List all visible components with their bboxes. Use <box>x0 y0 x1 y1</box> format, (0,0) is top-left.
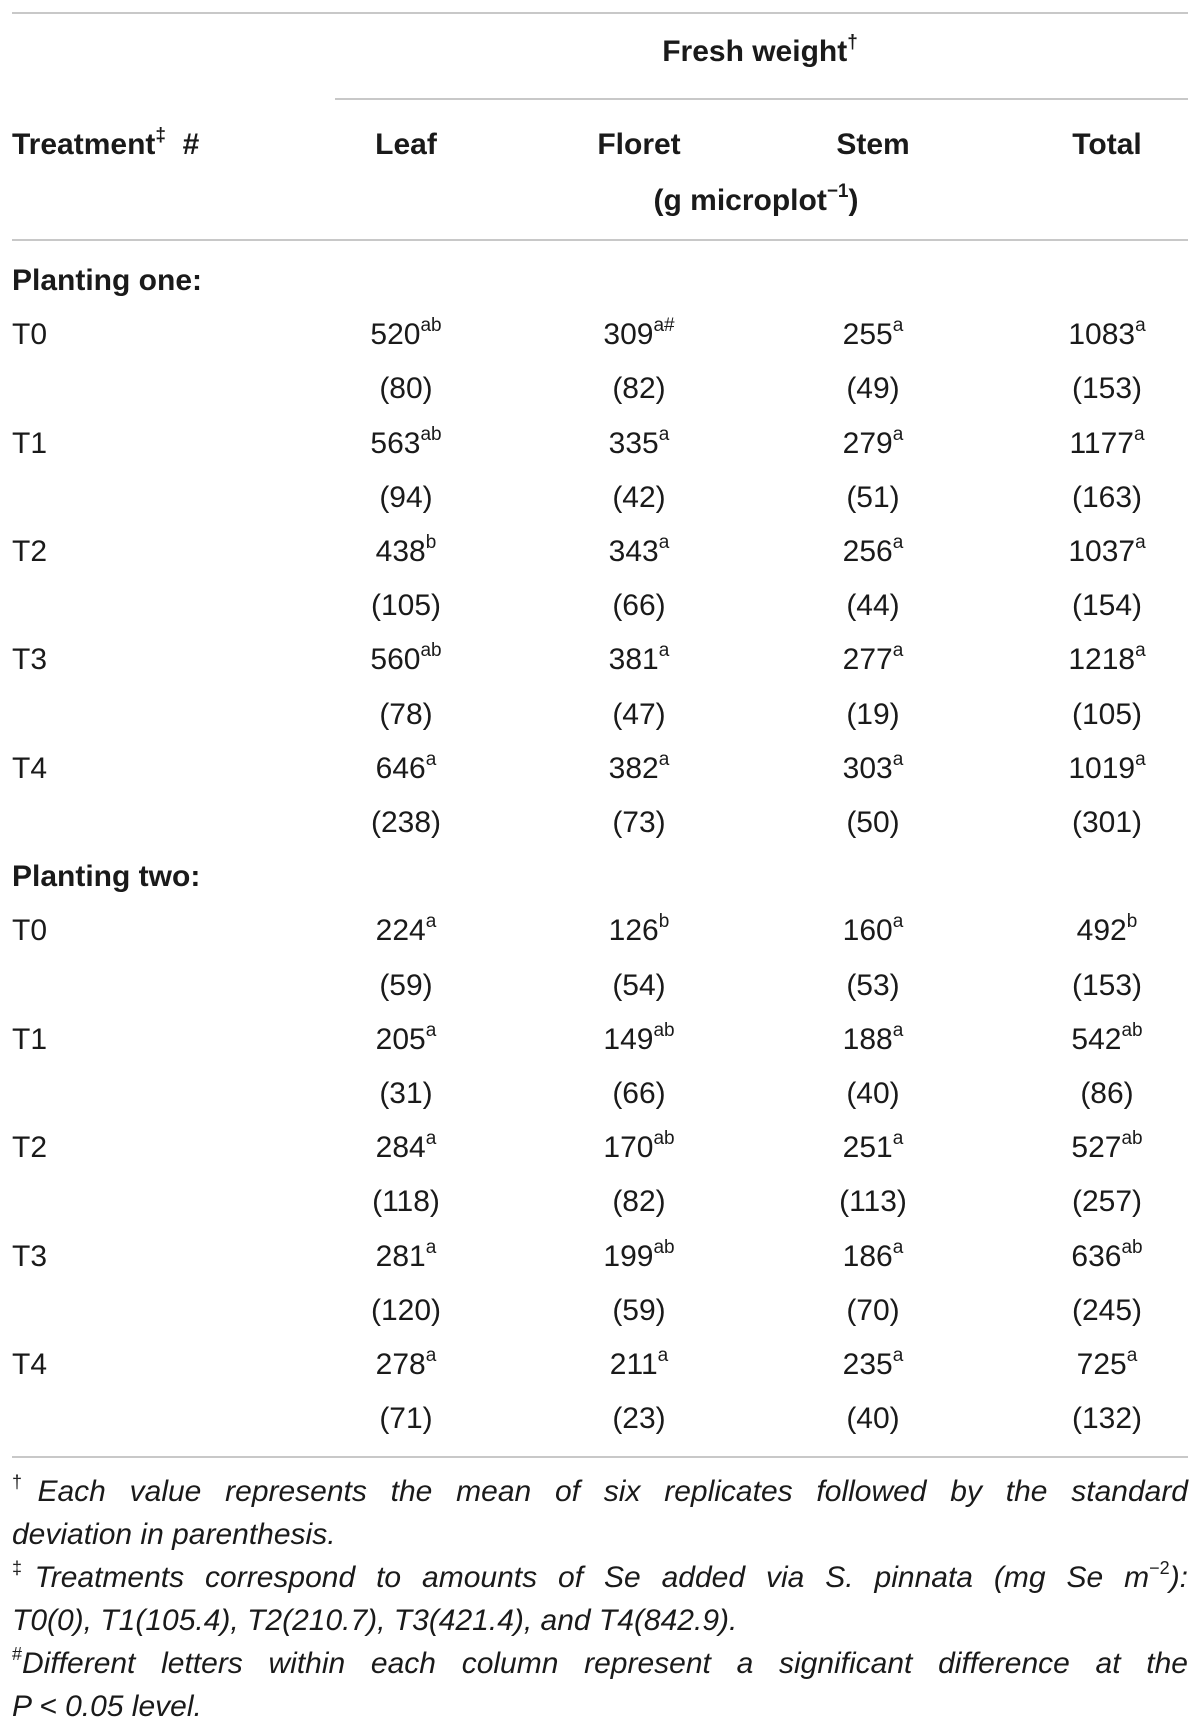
significance-letter: b <box>1126 911 1138 932</box>
mean-value: 542 <box>1071 1023 1122 1056</box>
significance-letter: a <box>657 1345 669 1366</box>
cell-sd-leaf: (118) <box>372 1185 440 1218</box>
mean-value: 279 <box>842 427 893 460</box>
row-label: T3 <box>12 643 48 676</box>
significance-letter: a <box>892 1345 904 1366</box>
row-label: T1 <box>12 427 48 460</box>
cell-mean-total <box>1077 913 1138 949</box>
cell-mean-leaf <box>376 1239 437 1275</box>
cell-mean-floret <box>610 1347 668 1383</box>
row-label: T1 <box>12 1023 48 1056</box>
col-header-total: Total <box>1072 128 1142 161</box>
cell-mean-stem <box>843 1347 904 1383</box>
mean-value: 205 <box>375 1023 426 1056</box>
mean-value: 1177 <box>1069 427 1134 460</box>
significance-letter: a <box>1135 315 1146 336</box>
significance-letter: a <box>892 1020 904 1041</box>
section-title: Planting one: <box>12 264 202 297</box>
cell-sd-floret: (42) <box>612 481 666 514</box>
significance-letter: a <box>892 749 904 770</box>
significance-letter: a <box>892 911 904 932</box>
cell-sd-floret: (66) <box>612 589 666 622</box>
mean-value: 1037 <box>1068 535 1136 568</box>
mean-value: 381 <box>608 643 659 676</box>
cell-sd-floret: (73) <box>612 806 666 839</box>
cell-sd-floret: (66) <box>612 1077 666 1110</box>
cell-mean-stem <box>843 1022 904 1058</box>
significance-letter: a <box>1135 532 1146 553</box>
significance-letter: a <box>425 1237 437 1258</box>
cell-sd-leaf: (59) <box>379 969 433 1002</box>
significance-letter: ab <box>1121 1020 1143 1041</box>
cell-sd-total: (163) <box>1071 481 1143 514</box>
cell-sd-stem: (51) <box>846 481 900 514</box>
cell-sd-floret: (59) <box>612 1294 666 1327</box>
cell-mean-total <box>1071 1239 1142 1275</box>
footnote-1-line-2: deviation in parenthesis. <box>12 1518 336 1551</box>
mean-value: 382 <box>608 752 659 785</box>
row-label: T0 <box>12 914 48 947</box>
significance-letter: ab <box>653 1020 675 1041</box>
cell-sd-stem: (53) <box>846 969 900 1002</box>
mean-value: 284 <box>375 1131 426 1164</box>
significance-letter: a <box>425 1020 437 1041</box>
significance-letter: a# <box>653 315 675 336</box>
mean-value: 211 <box>609 1348 658 1381</box>
cell-sd-total: (132) <box>1071 1402 1143 1435</box>
mean-value: 224 <box>375 914 426 947</box>
cell-mean-leaf <box>376 1022 437 1058</box>
significance-letter: a <box>658 749 670 770</box>
significance-letter: b <box>658 911 670 932</box>
footnote-2-line-1: ‡Treatments correspond to amounts of Se added via S. pinnata (mg Se $m^{-2}$): <box>12 1558 1189 1594</box>
cell-mean-leaf <box>376 534 437 570</box>
footnote-2-line-2: T0(0), T1(105.4), T2(210.7), T3(421.4), and T4(842.9). <box>12 1604 738 1637</box>
cell-mean-total <box>1068 534 1145 570</box>
mean-value: 278 <box>375 1348 426 1381</box>
cell-mean-leaf <box>376 1130 437 1166</box>
mean-value: 149 <box>603 1023 654 1056</box>
cell-sd-stem: (40) <box>846 1077 900 1110</box>
fresh-weight-header: Fresh weight† <box>662 32 858 68</box>
footnote-1-line-1: †Each value represents the mean of six replicates followed by the standard <box>12 1472 1188 1508</box>
cell-mean-stem <box>843 913 904 949</box>
section-title: Planting two: <box>12 860 201 893</box>
mean-value: 335 <box>608 427 659 460</box>
cell-mean-leaf <box>376 913 437 949</box>
cell-sd-floret: (47) <box>612 698 666 731</box>
significance-letter: a <box>425 911 437 932</box>
mean-value: 646 <box>375 752 426 785</box>
significance-letter: a <box>1133 424 1145 445</box>
row-label: T0 <box>12 318 48 351</box>
cell-sd-leaf: (71) <box>379 1402 433 1435</box>
cell-mean-floret <box>609 426 670 462</box>
significance-letter: ab <box>420 640 442 661</box>
cell-mean-stem <box>843 642 904 678</box>
significance-letter: a <box>892 315 904 336</box>
mean-value: 186 <box>842 1240 893 1273</box>
mean-value: 563 <box>370 427 421 460</box>
cell-mean-floret <box>609 751 670 787</box>
cell-mean-total <box>1071 1022 1142 1058</box>
row-label: T4 <box>12 752 48 785</box>
row-label: T2 <box>12 535 48 568</box>
cell-sd-stem: (70) <box>846 1294 900 1327</box>
footnote-rule <box>12 1456 1188 1458</box>
cell-sd-leaf: (80) <box>379 372 433 405</box>
mean-value: 277 <box>842 643 893 676</box>
cell-mean-leaf <box>376 1347 437 1383</box>
cell-sd-total: (301) <box>1071 806 1143 839</box>
cell-sd-stem: (50) <box>846 806 900 839</box>
cell-mean-total <box>1069 426 1144 462</box>
cell-mean-stem <box>843 426 904 462</box>
cell-sd-leaf: (105) <box>370 589 442 622</box>
units-label: (g microplot$^{-1}$) <box>653 181 859 217</box>
significance-letter: a <box>892 424 904 445</box>
mean-value: 235 <box>842 1348 893 1381</box>
row-label: T2 <box>12 1131 48 1164</box>
significance-letter: ab <box>653 1128 675 1149</box>
cell-sd-floret: (82) <box>612 1185 666 1218</box>
cell-mean-leaf <box>370 426 441 462</box>
cell-mean-stem <box>843 1130 904 1166</box>
cell-sd-leaf: (31) <box>379 1077 433 1110</box>
cell-sd-stem: (49) <box>846 372 900 405</box>
significance-letter: a <box>1126 1345 1138 1366</box>
cell-mean-stem <box>843 534 904 570</box>
cell-sd-floret: (23) <box>612 1402 666 1435</box>
cell-sd-stem: (113) <box>839 1185 907 1218</box>
cell-sd-total: (154) <box>1071 589 1143 622</box>
cell-sd-leaf: (94) <box>379 481 433 514</box>
significance-letter: ab <box>653 1237 675 1258</box>
cell-sd-total: (257) <box>1071 1185 1143 1218</box>
cell-mean-floret <box>603 1239 674 1275</box>
cell-sd-total: (86) <box>1080 1077 1134 1110</box>
mean-value: 188 <box>842 1023 893 1056</box>
mean-value: 438 <box>375 535 426 568</box>
mean-value: 255 <box>842 318 893 351</box>
col-header-leaf: Leaf <box>375 128 437 161</box>
mean-value: 199 <box>603 1240 654 1273</box>
col-header-stem: Stem <box>836 128 910 161</box>
cell-sd-total: (153) <box>1071 372 1143 405</box>
mean-value: 636 <box>1071 1240 1122 1273</box>
mean-value: 281 <box>375 1240 426 1273</box>
significance-letter: a <box>425 749 437 770</box>
cell-sd-stem: (44) <box>846 589 900 622</box>
cell-mean-floret <box>603 317 674 353</box>
cell-mean-total <box>1068 642 1145 678</box>
mean-value: 1083 <box>1068 318 1136 351</box>
row-label: T4 <box>12 1348 48 1381</box>
mean-value: 303 <box>842 752 893 785</box>
significance-letter: ab <box>420 424 442 445</box>
cell-mean-floret <box>609 913 670 949</box>
significance-letter: a <box>1135 749 1146 770</box>
footnote-3-line-2: P < 0.05 level. <box>12 1690 202 1723</box>
cell-mean-floret <box>609 642 670 678</box>
significance-letter: a <box>1135 640 1146 661</box>
mean-value: 1218 <box>1068 643 1136 676</box>
cell-sd-leaf: (238) <box>370 806 442 839</box>
mean-value: 520 <box>370 318 421 351</box>
mean-value: 160 <box>842 914 893 947</box>
cell-mean-leaf <box>370 317 441 353</box>
cell-mean-stem <box>843 317 904 353</box>
cell-sd-total: (153) <box>1071 969 1143 1002</box>
cell-sd-leaf: (78) <box>379 698 433 731</box>
cell-sd-total: (245) <box>1071 1294 1143 1327</box>
mean-value: 492 <box>1076 914 1127 947</box>
significance-letter: a <box>892 640 904 661</box>
cell-mean-stem <box>843 751 904 787</box>
significance-letter: ab <box>420 315 442 336</box>
significance-letter: a <box>658 424 670 445</box>
fresh-weight-rule <box>335 98 1188 100</box>
cell-mean-total <box>1068 751 1145 787</box>
significance-letter: a <box>425 1345 437 1366</box>
cell-mean-total <box>1077 1347 1138 1383</box>
mean-value: 170 <box>603 1131 654 1164</box>
cell-mean-total <box>1071 1130 1142 1166</box>
significance-letter: a <box>658 532 670 553</box>
cell-sd-leaf: (120) <box>370 1294 442 1327</box>
cell-mean-leaf <box>370 642 441 678</box>
treatment-header: Treatment‡ # <box>12 125 200 161</box>
cell-mean-leaf <box>376 751 437 787</box>
mean-value: 343 <box>608 535 659 568</box>
cell-sd-floret: (54) <box>612 969 666 1002</box>
mean-value: 560 <box>370 643 421 676</box>
cell-mean-stem <box>843 1239 904 1275</box>
cell-mean-floret <box>609 534 670 570</box>
significance-letter: ab <box>1121 1128 1143 1149</box>
mean-value: 309 <box>603 318 654 351</box>
mean-value: 251 <box>842 1131 893 1164</box>
cell-sd-stem: (19) <box>846 698 900 731</box>
footnote-3-line-1: #Different letters within each column represent a significant difference at the <box>12 1644 1188 1680</box>
significance-letter: ab <box>1121 1237 1143 1258</box>
cell-mean-floret <box>603 1022 674 1058</box>
mean-value: 725 <box>1076 1348 1127 1381</box>
cell-mean-floret <box>603 1130 674 1166</box>
mean-value: 256 <box>842 535 893 568</box>
mean-value: 1019 <box>1068 752 1136 785</box>
cell-sd-total: (105) <box>1071 698 1143 731</box>
cell-mean-total <box>1068 317 1145 353</box>
mean-value: 126 <box>608 914 659 947</box>
mean-value: 527 <box>1071 1131 1122 1164</box>
col-header-floret: Floret <box>597 128 681 161</box>
cell-sd-floret: (82) <box>612 372 666 405</box>
cell-sd-stem: (40) <box>846 1402 900 1435</box>
significance-letter: a <box>658 640 670 661</box>
significance-letter: a <box>892 1128 904 1149</box>
significance-letter: b <box>425 532 437 553</box>
significance-letter: a <box>892 1237 904 1258</box>
significance-letter: a <box>425 1128 437 1149</box>
top-rule <box>12 12 1188 14</box>
significance-letter: a <box>892 532 904 553</box>
header-bottom-rule <box>12 239 1188 241</box>
row-label: T3 <box>12 1240 48 1273</box>
